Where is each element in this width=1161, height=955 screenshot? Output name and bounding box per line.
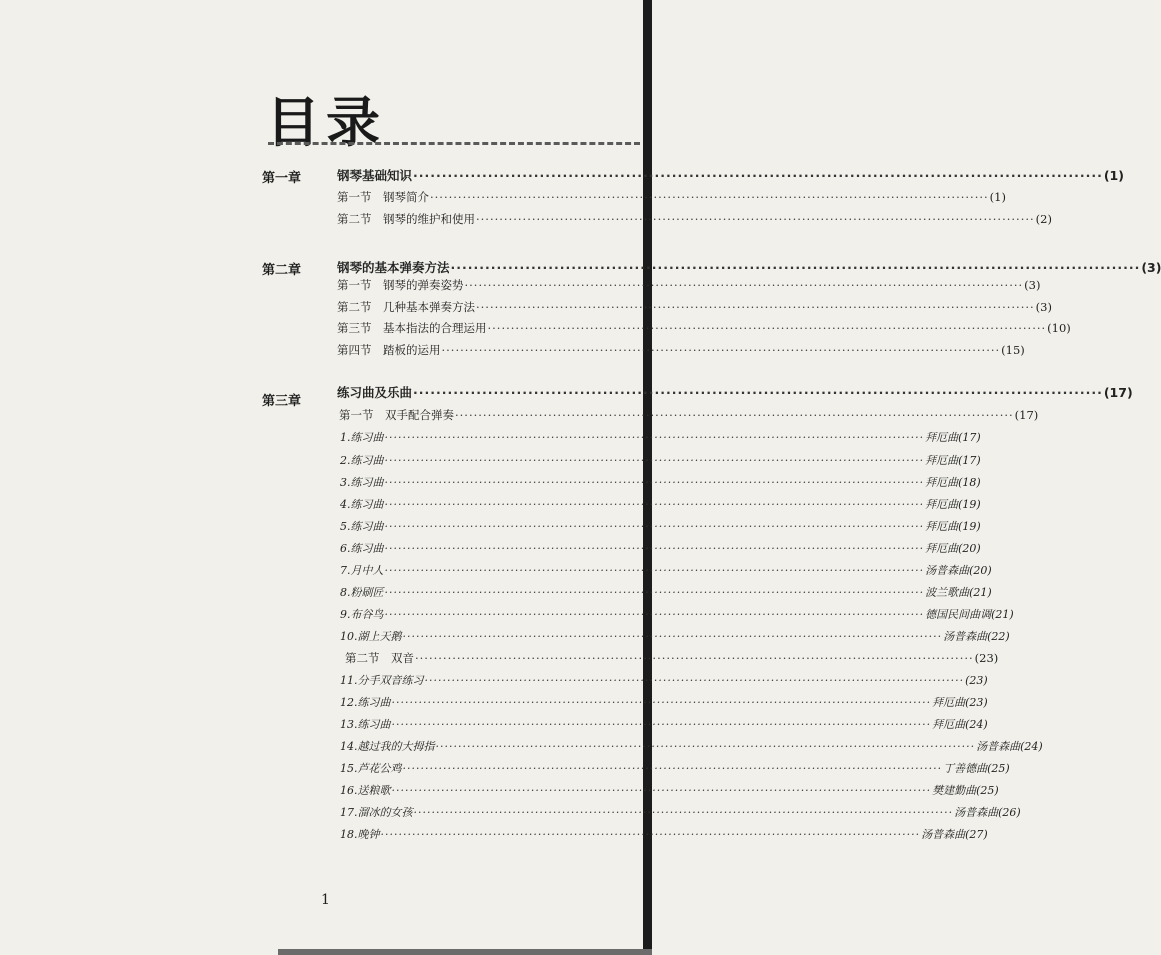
composer-page: 德国民间曲调(21) — [925, 608, 1014, 621]
leader-dots: ························································································································ — [464, 278, 1024, 292]
chapter-1-label: 第一章 — [262, 171, 302, 186]
section-title: 第四节 踏板的运用 — [337, 343, 441, 357]
chapter-3-label: 第三章 — [262, 394, 302, 409]
composer-page: 拜厄曲(20) — [925, 542, 981, 555]
section-title: 第二节 几种基本弹奏方法 — [337, 300, 475, 314]
section-entry[interactable] — [337, 189, 1006, 205]
section-title: 第一节 双手配合弹奏 — [339, 408, 454, 422]
piece-title: 9.布谷鸟 — [340, 608, 384, 621]
page-ref: (23) — [974, 651, 999, 665]
composer-page: 拜厄曲(19) — [925, 520, 981, 533]
composer-page: 樊建勤曲(25) — [932, 784, 999, 797]
leader-dots: ························································································································ — [384, 586, 925, 599]
leader-dots: ························································································································ — [476, 300, 1035, 314]
leader-dots: ························································································································ — [435, 740, 976, 753]
section-title: 第一节 钢琴简介 — [337, 190, 429, 204]
page-ref: (3) — [1024, 278, 1041, 292]
leader-dots: ························································································································ — [384, 476, 925, 489]
piece-title: 5.练习曲 — [340, 520, 384, 533]
composer-page: 汤普森曲(24) — [976, 740, 1043, 753]
piece-entry[interactable] — [340, 584, 992, 600]
piece-entry[interactable] — [340, 628, 1010, 644]
page-ref: (17) — [1014, 408, 1039, 422]
section-entry[interactable] — [337, 320, 1071, 336]
composer-page: 拜厄曲(17) — [925, 431, 981, 444]
composer-page: 波兰歌曲(21) — [925, 586, 992, 599]
leader-dots: ························································································································ — [384, 498, 925, 511]
section-entry[interactable] — [339, 407, 1039, 423]
piece-title: 17.溜冰的女孩 — [340, 806, 413, 819]
leader-dots: ························································································································ — [384, 608, 925, 621]
piece-entry[interactable] — [340, 518, 981, 534]
leader-dots: ························································································································ — [391, 718, 932, 731]
composer-page: 汤普森曲(27) — [921, 828, 988, 841]
piece-entry[interactable] — [340, 540, 981, 556]
piece-entry[interactable] — [340, 606, 1014, 622]
section-title: 第二节 双音 — [345, 651, 414, 665]
section-entry[interactable] — [337, 211, 1052, 227]
leader-dots: ························································································································ — [402, 630, 943, 643]
page-ref: (1) — [989, 190, 1006, 204]
leader-dots: ························································································································ — [402, 762, 943, 775]
leader-dots: ························································································································ — [384, 542, 925, 555]
piece-title: 4.练习曲 — [340, 498, 384, 511]
page-ref: (17) — [1103, 385, 1133, 400]
page-ref: (15) — [1001, 343, 1025, 357]
leader-dots: ························································································································ — [391, 784, 932, 797]
composer-page: 丁善德曲(25) — [943, 762, 1010, 775]
piece-entry[interactable] — [340, 562, 992, 578]
piece-entry[interactable] — [340, 782, 999, 798]
title-divider — [268, 142, 640, 145]
section-entry[interactable] — [337, 277, 1041, 293]
piece-title: 3.练习曲 — [340, 476, 384, 489]
chapter-2-label: 第二章 — [262, 263, 302, 278]
piece-title: 11.分手双音练习 — [340, 674, 424, 687]
leader-dots: ························································································································ — [384, 454, 925, 467]
leader-dots: ························································································································ — [441, 343, 1001, 357]
piece-entry[interactable] — [340, 826, 988, 842]
chapter-3-heading[interactable] — [337, 383, 1133, 401]
piece-title: 2.练习曲 — [340, 454, 384, 467]
page-ref: (1) — [1103, 168, 1124, 183]
leader-dots: ························································································································ — [424, 674, 965, 687]
chapter-title: 钢琴基础知识 — [337, 168, 413, 183]
composer-page: 汤普森曲(26) — [954, 806, 1021, 819]
scan-edge-bottom — [278, 949, 652, 955]
piece-title: 15.芦花公鸡 — [340, 762, 402, 775]
piece-entry[interactable] — [340, 672, 988, 688]
leader-dots: ························································································································ — [487, 321, 1047, 335]
section-title: 第三节 基本指法的合理运用 — [337, 321, 487, 335]
piece-title: 7.月中人 — [340, 564, 384, 577]
leader-dots: ························································································································ — [430, 190, 989, 204]
leader-dots: ························································································································ — [455, 408, 1014, 422]
section-entry[interactable] — [337, 299, 1052, 315]
page-number: 1 — [321, 892, 330, 908]
piece-title: 12.练习曲 — [340, 696, 391, 709]
leader-dots: ························································································································ — [384, 564, 925, 577]
chapter-title: 练习曲及乐曲 — [337, 385, 413, 400]
page-ref: (3) — [1035, 300, 1052, 314]
composer-page: 汤普森曲(22) — [943, 630, 1010, 643]
leader-dots: ························································································································ — [384, 520, 925, 533]
piece-entry[interactable] — [340, 804, 1021, 820]
piece-title: 6.练习曲 — [340, 542, 384, 555]
piece-entry[interactable] — [340, 474, 981, 490]
piece-entry[interactable] — [340, 760, 1010, 776]
leader-dots: ························································································································ — [384, 431, 925, 444]
page-ref: (10) — [1047, 321, 1071, 335]
piece-title: 16.送粮歌 — [340, 784, 391, 797]
chapter-2-heading[interactable] — [337, 258, 1161, 276]
piece-title: 13.练习曲 — [340, 718, 391, 731]
chapter-1-heading[interactable] — [337, 166, 1124, 184]
chapter-title: 钢琴的基本弹奏方法 — [337, 260, 450, 275]
section-entry[interactable] — [345, 650, 999, 666]
leader-dots: ························································································································ — [413, 385, 1103, 400]
page-ref: (2) — [1035, 212, 1052, 226]
piece-title: 10.湖上天鹅 — [340, 630, 402, 643]
composer-page: 拜厄曲(23) — [932, 696, 988, 709]
section-title: 第二节 钢琴的维护和使用 — [337, 212, 475, 226]
toc-title: 目录 — [266, 91, 386, 154]
leader-dots: ························································································································ — [391, 696, 932, 709]
piece-entry[interactable] — [340, 738, 1043, 754]
leader-dots: ························································································································ — [450, 260, 1141, 275]
piece-title: 1.练习曲 — [340, 431, 384, 444]
piece-title: 8.粉刷匠 — [340, 586, 384, 599]
composer-page: 拜厄曲(18) — [925, 476, 981, 489]
leader-dots: ························································································································ — [413, 168, 1103, 183]
piece-entry[interactable] — [340, 452, 981, 468]
piece-title: 18.晚钟 — [340, 828, 380, 841]
leader-dots: ························································································································ — [380, 828, 921, 841]
piece-entry[interactable] — [340, 429, 981, 445]
composer-page: 拜厄曲(17) — [925, 454, 981, 467]
piece-title: 14.越过我的大拇指 — [340, 740, 435, 753]
piece-entry[interactable] — [340, 496, 981, 512]
composer-page: 汤普森曲(20) — [925, 564, 992, 577]
piece-entry[interactable] — [340, 716, 988, 732]
section-title: 第一节 钢琴的弹奏姿势 — [337, 278, 464, 292]
leader-dots: ························································································································ — [476, 212, 1035, 226]
page-ref: (3) — [1141, 260, 1161, 275]
section-entry[interactable] — [337, 342, 1025, 358]
composer-page: (23) — [965, 674, 988, 687]
composer-page: 拜厄曲(24) — [932, 718, 988, 731]
composer-page: 拜厄曲(19) — [925, 498, 981, 511]
leader-dots: ························································································································ — [415, 651, 974, 665]
piece-entry[interactable] — [340, 694, 988, 710]
leader-dots: ························································································································ — [413, 806, 954, 819]
